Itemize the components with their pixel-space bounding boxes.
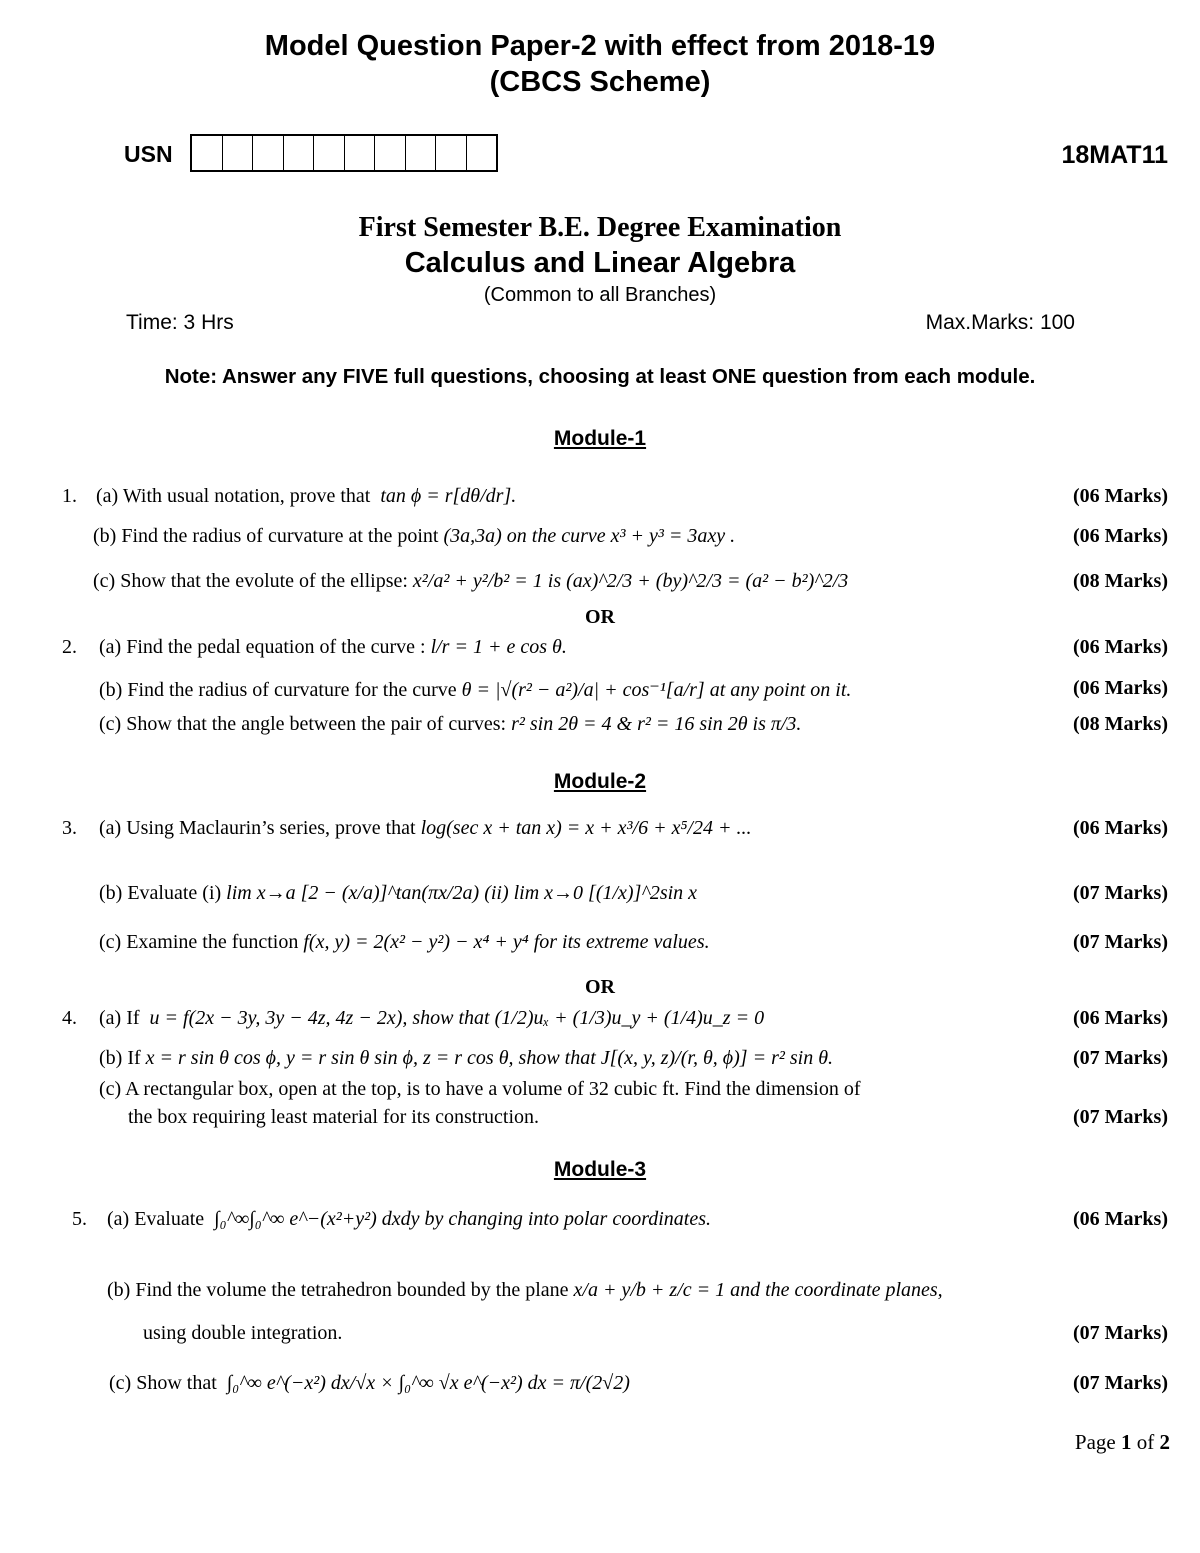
question-text: (a) If u = f(2x − 3y, 3y − 4z, 4z − 2x), show that (1/2)uₓ + (1/3)u_y + (1/4)u_z = 0 <box>99 1007 765 1029</box>
question-text: (b) If x = r sin θ cos ϕ, y = r sin θ sin ϕ, z = r cos θ, show that J[(x, y, z)/(r, θ, ϕ)] = r² sin θ. <box>99 1047 834 1069</box>
usn-box[interactable] <box>406 136 437 170</box>
question-math: x/a + y/b + z/c = 1 and the coordinate planes, <box>573 1279 943 1301</box>
scheme-title: (CBCS Scheme) <box>489 66 711 98</box>
usn-input-boxes[interactable] <box>190 134 498 172</box>
marks-label: (08 Marks) <box>1073 570 1168 592</box>
question-text: (a) Find the pedal equation of the curve : l/r = 1 + e cos θ. <box>99 636 567 658</box>
question-math: x²/a² + y²/b² = 1 is (ax)^2/3 + (by)^2/3 = (a² − b²)^2/3 <box>412 570 849 592</box>
question-math: θ = |√(r² − a²)/a| + cos⁻¹[a/r] at any point on it. <box>461 679 852 701</box>
or-divider: OR <box>585 976 615 998</box>
subject-code: 18MAT11 <box>1061 141 1168 169</box>
question-text: (b) Find the radius of curvature for the curve θ = |√(r² − a²)/a| + cos⁻¹[a/r] at any point on it. <box>99 679 852 701</box>
question-math: r² sin 2θ = 4 & r² = 16 sin 2θ is π/3. <box>511 713 802 735</box>
question-number: 5. <box>72 1208 87 1230</box>
question-text: (c) A rectangular box, open at the top, is to have a volume of 32 cubic ft. Find the dimension of <box>99 1078 861 1100</box>
question-text-continued: using double integration. <box>143 1322 343 1344</box>
marks-label: (06 Marks) <box>1073 525 1168 547</box>
time-label: Time: 3 Hrs <box>126 311 234 334</box>
question-text: (a) Using Maclaurin’s series, prove that log(sec x + tan x) = x + x³/6 + x⁵/24 + ... <box>99 817 752 839</box>
exam-name: First Semester B.E. Degree Examination <box>358 212 842 243</box>
module-3-heading: Module-3 <box>553 1158 647 1181</box>
question-text: (c) Show that the angle between the pair of curves: r² sin 2θ = 4 & r² = 16 sin 2θ is π/3. <box>99 713 802 735</box>
module-2-heading: Module-2 <box>553 770 647 793</box>
question-text: (b) Evaluate (i) lim x→a [2 − (x/a)]^tan(πx/2a) (ii) lim x→0 [(1/x)]^2sin x <box>99 882 698 904</box>
marks-label: (08 Marks) <box>1073 713 1168 735</box>
marks-label: (07 Marks) <box>1073 882 1168 904</box>
module-1-heading: Module-1 <box>553 427 647 450</box>
question-math: tan ϕ = r[dθ/dr]. <box>380 485 517 507</box>
question-text: (c) Show that ∫₀^∞ e^(−x²) dx/√x × ∫₀^∞ √x e^(−x²) dx = π/(2√2) <box>109 1372 630 1394</box>
usn-box[interactable] <box>284 136 315 170</box>
question-math: lim x→a [2 − (x/a)]^tan(πx/2a) (ii) lim x→0 [(1/x)]^2sin x <box>226 882 698 904</box>
marks-label: (07 Marks) <box>1073 1372 1168 1394</box>
paper-title: Model Question Paper-2 with effect from 2018-19 <box>264 30 936 62</box>
question-math: f(x, y) = 2(x² − y²) − x⁴ + y⁴ for its extreme values. <box>303 931 710 953</box>
marks-label: (06 Marks) <box>1073 1007 1168 1029</box>
marks-label: (06 Marks) <box>1073 636 1168 658</box>
max-marks: Max.Marks: 100 <box>925 311 1075 334</box>
subject-name: Calculus and Linear Algebra <box>404 247 796 279</box>
usn-box[interactable] <box>314 136 345 170</box>
usn-box[interactable] <box>223 136 254 170</box>
usn-box[interactable] <box>192 136 223 170</box>
question-math: l/r = 1 + e cos θ. <box>430 636 567 658</box>
usn-box[interactable] <box>253 136 284 170</box>
marks-label: (06 Marks) <box>1073 677 1168 699</box>
marks-label: (06 Marks) <box>1073 817 1168 839</box>
marks-label: (07 Marks) <box>1073 1106 1168 1128</box>
usn-box[interactable] <box>436 136 467 170</box>
question-text: (b) Find the volume the tetrahedron bounded by the plane x/a + y/b + z/c = 1 and the coordinate planes, <box>107 1279 943 1301</box>
question-text: (c) Examine the function f(x, y) = 2(x² − y²) − x⁴ + y⁴ for its extreme values. <box>99 931 710 953</box>
instructions-note: Note: Answer any FIVE full questions, choosing at least ONE question from each module. <box>164 365 1036 388</box>
question-text: (c) Show that the evolute of the ellipse: x²/a² + y²/b² = 1 is (ax)^2/3 + (by)^2/3 = (a² − b²)^2/3 <box>93 570 849 592</box>
question-text-continued: the box requiring least material for its construction. <box>128 1106 539 1128</box>
usn-box[interactable] <box>375 136 406 170</box>
marks-label: (06 Marks) <box>1073 1208 1168 1230</box>
marks-label: (07 Marks) <box>1073 1322 1168 1344</box>
question-math: ∫₀^∞ e^(−x²) dx/√x × ∫₀^∞ √x e^(−x²) dx = π/(2√2) <box>226 1372 630 1394</box>
page-number: Page 1 of 2 <box>1074 1430 1170 1454</box>
question-math: log(sec x + tan x) = x + x³/6 + x⁵/24 + ... <box>420 817 752 839</box>
usn-label: USN <box>124 141 173 167</box>
question-number: 3. <box>62 817 77 839</box>
marks-label: (07 Marks) <box>1073 931 1168 953</box>
question-number: 4. <box>62 1007 77 1029</box>
marks-label: (07 Marks) <box>1073 1047 1168 1069</box>
question-number: 1. <box>62 485 77 507</box>
question-math: ∫₀^∞∫₀^∞ e^−(x²+y²) dxdy by changing into polar coordinates. <box>214 1208 712 1230</box>
question-math: (3a,3a) on the curve x³ + y³ = 3axy . <box>443 525 736 547</box>
common-note: (Common to all Branches) <box>483 284 717 306</box>
marks-label: (06 Marks) <box>1073 485 1168 507</box>
question-text: (a) Evaluate ∫₀^∞∫₀^∞ e^−(x²+y²) dxdy by changing into polar coordinates. <box>107 1208 712 1230</box>
question-math: u = f(2x − 3y, 3y − 4z, 4z − 2x), show that (1/2)uₓ + (1/3)u_y + (1/4)u_z = 0 <box>149 1007 765 1029</box>
question-text: (b) Find the radius of curvature at the point (3a,3a) on the curve x³ + y³ = 3axy . <box>93 525 736 547</box>
question-text: (a) With usual notation, prove that tan ϕ = r[dθ/dr]. <box>96 485 517 507</box>
usn-box[interactable] <box>467 136 497 170</box>
question-number: 2. <box>62 636 77 658</box>
usn-box[interactable] <box>345 136 376 170</box>
question-math: x = r sin θ cos ϕ, y = r sin θ sin ϕ, z = r cos θ, show that J[(x, y, z)/(r, θ, ϕ)] = r² sin θ. <box>145 1047 834 1069</box>
or-divider: OR <box>585 606 615 628</box>
